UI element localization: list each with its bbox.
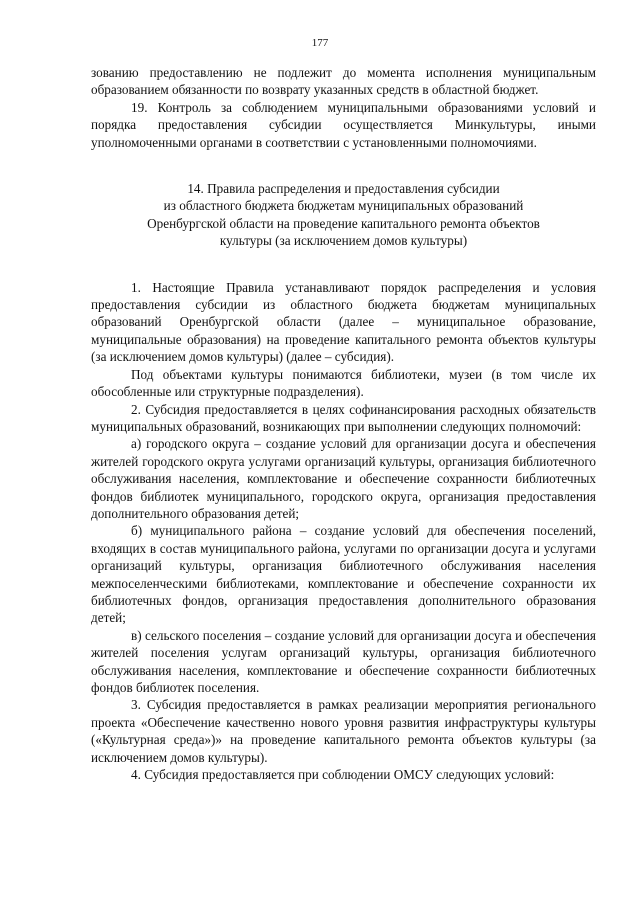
page-number: 177 xyxy=(311,37,329,49)
paragraph-continuation: зованию предоставлению не подлежит до момента исполнения муниципальным образованием обязанности по возврату указанных средств в областной бюджет. xyxy=(91,65,596,98)
paragraph-1: 1. Настоящие Правила устанавливают порядок распределения и условия предоставления субсидии из областного бюджета бюджетам муниципальных образований Оренбургской области (далее – муниципальное образование, муниципальные образования) на проведение капитального ремонта объектов культуры (за исключением домов культуры) (далее – субсидия). xyxy=(91,279,596,365)
paragraph-4: 4. Субсидия предоставляется при соблюдении ОМСУ следующих условий: xyxy=(131,767,555,783)
paragraph-2b: б) муниципального района – создание условий для обеспечения поселений, входящих в состав муниципального района, услугами по организации досуга и услугами организаций культуры, организация библиотечного обслуживания населения межпоселенческими библиотеками, комплектование и обеспечение сохранности их библиотечных фондов, организация предоставления дополнительного образования детей; xyxy=(91,523,596,626)
paragraph-2a: а) городского округа – создание условий для организации досуга и обеспечения жителей городского округа услугами организаций культуры, организация библиотечного обслуживания населения, комплектование и обеспечение сохранности библиотечных фондов библиотек муниципального, городского округа, организация предоставления дополнительного образования детей; xyxy=(91,436,596,521)
paragraph-objects-definition: Под объектами культуры понимаются библиотеки, музеи (в том числе их обособленные или структурные подразделения). xyxy=(91,366,596,400)
heading-line: из областного бюджета бюджетам муниципальных образований xyxy=(163,198,524,214)
paragraph-3: 3. Субсидия предоставляется в рамках реализации мероприятия регионального проекта «Обеспечение качественно нового уровня развития инфраструктуры культуры («Культурная среда»)» на проведение капитального ремонта объектов культуры (за исключением домов культуры). xyxy=(91,697,596,765)
section-heading xyxy=(91,180,596,250)
heading-line: Оренбургской области на проведение капитального ремонта объектов xyxy=(147,215,540,231)
paragraph-2v: в) сельского поселения – создание условий для организации досуга и обеспечения жителей поселения услугам организаций культуры, организация библиотечного обслуживания населения, комплектование и обеспечение сохранности библиотечных фондов библиотек поселения. xyxy=(91,627,596,695)
paragraph-2: 2. Субсидия предоставляется в целях софинансирования расходных обязательств муниципальных образований, возникающих при выполнении следующих полномочий: xyxy=(91,401,596,434)
heading-line: 14. Правила распределения и предоставления субсидии xyxy=(187,181,500,197)
paragraph-19: 19. Контроль за соблюдением муниципальными образованиями условий и порядка предоставления субсидии осуществляется Минкультуры, иными уполномоченными органами в соответствии с установленными полномочиями. xyxy=(91,99,596,150)
document-body xyxy=(91,64,596,783)
heading-line: культуры (за исключением домов культуры) xyxy=(219,233,468,249)
